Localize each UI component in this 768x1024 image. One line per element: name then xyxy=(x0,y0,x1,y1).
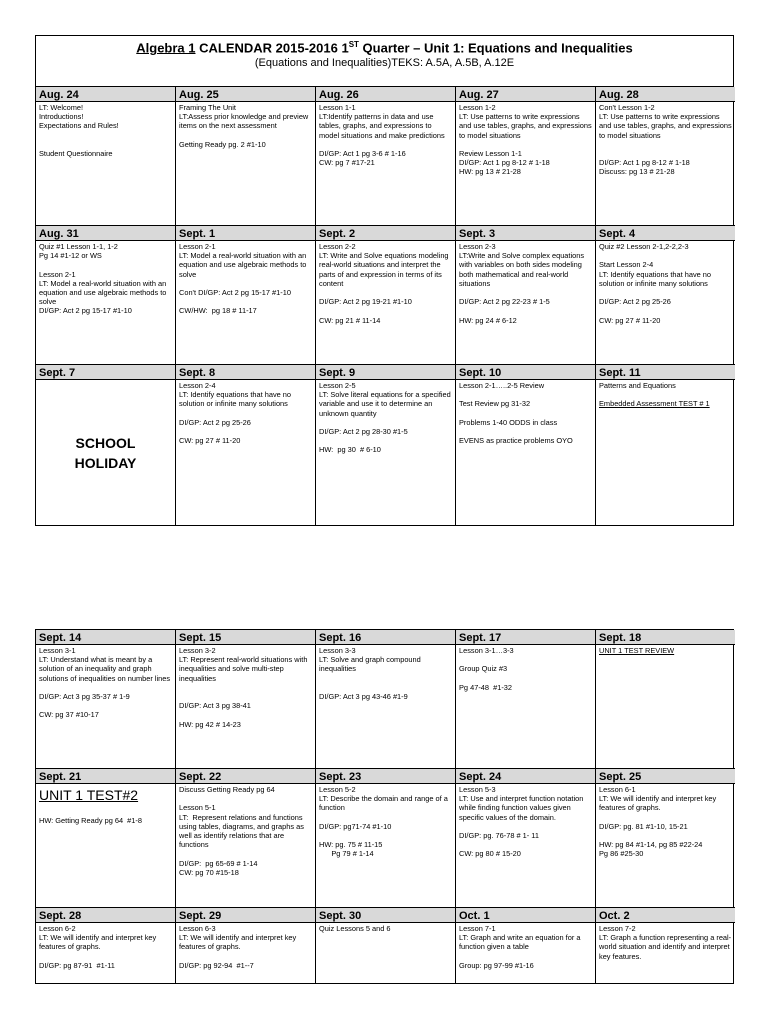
week-header-row xyxy=(36,226,733,241)
day-cell xyxy=(176,923,316,983)
lesson-text: DI/GP: pg. 81 #1-10, 15-21 xyxy=(599,821,688,831)
lesson-text xyxy=(599,831,732,840)
lesson-text xyxy=(319,436,452,445)
lesson-text: Lesson 7-1 xyxy=(459,924,496,933)
day-date: Sept. 11 xyxy=(596,365,735,380)
lesson-text: Con't Lesson 1-2 xyxy=(599,103,655,112)
lesson-text: DI/GP: pg 92-94 #1--7 xyxy=(179,960,254,970)
lesson-text xyxy=(179,131,312,140)
page-title: Algebra 1 CALENDAR 2015-2016 1ST Quarter – Unit 1: Equations and Inequalities xyxy=(136,40,633,56)
lesson-text: HW: Getting Ready pg 64 #1-8 xyxy=(39,816,142,825)
lesson-text xyxy=(179,952,312,961)
lesson-text: Lesson 2-3 xyxy=(459,242,496,251)
day-cell xyxy=(176,241,316,365)
day-date: Sept. 29 xyxy=(176,908,316,923)
week-body-row xyxy=(36,645,733,769)
lesson-text xyxy=(459,840,592,849)
lesson-text: Test Review pg 31-32 xyxy=(459,399,531,409)
lesson-text xyxy=(459,427,592,436)
lesson-text: HW: pg. 75 # 11-15 xyxy=(319,840,383,850)
lesson-text: LT:Identify patterns in data and use tables, graphs, and expressions to model situations and make predictions xyxy=(319,112,445,140)
lesson-text: LT: Graph and write an equation for a function given a table xyxy=(459,933,583,952)
day-cell xyxy=(316,784,456,908)
lesson-text: LT: We will identify and interpret key features of graphs. xyxy=(179,933,299,952)
lesson-text xyxy=(179,849,312,858)
day-date: Sept. 22 xyxy=(176,769,316,784)
lesson-text xyxy=(179,427,312,436)
lesson-text: Lesson 5-2 xyxy=(319,785,356,794)
lesson-text: LT: Solve and graph compound inequalities xyxy=(319,655,423,674)
lesson-text xyxy=(319,306,452,315)
lesson-text: Lesson 6-1 xyxy=(599,785,636,794)
week-header-row xyxy=(36,769,733,784)
lesson-text: Pg 86 #25-30 xyxy=(599,849,644,859)
lesson-text: HW: pg 42 # 14-23 xyxy=(179,719,241,729)
lesson-text: LT: Understand what is meant by a solution of an inequality and graph solutions of inequalities on number lines xyxy=(39,655,171,683)
day-date: Aug. 27 xyxy=(456,87,596,102)
lesson-text: LT: Write and Solve equations modeling real-world situations and interpret the parts of and expression in terms of its content xyxy=(319,251,451,288)
lesson-text: CW: pg 80 # 15-20 xyxy=(459,849,521,859)
lesson-text: DI/GP: Act 1 pg 3-6 # 1-16 xyxy=(319,149,406,158)
calendar-table-2 xyxy=(35,629,734,984)
lesson-text: Lesson 5-3 xyxy=(459,785,496,794)
week-body-row xyxy=(36,380,733,525)
teks-subtitle: (Equations and Inequalities)TEKS: A.5A, A.5B, A.12E xyxy=(254,57,515,70)
lesson-text: CW: pg 27 # 11-20 xyxy=(599,315,661,325)
week-header-row xyxy=(36,908,733,923)
week-body-row xyxy=(36,923,733,983)
lesson-text xyxy=(319,674,452,683)
lesson-text xyxy=(459,822,592,831)
lesson-text: LT:Assess prior knowledge and preview items on the next assessment xyxy=(179,112,311,131)
lesson-text: Lesson 2-1…..2-5 Review xyxy=(459,381,545,390)
day-cell xyxy=(596,380,735,525)
lesson-text: CW: pg 70 #15-18 xyxy=(179,867,239,877)
lesson-text xyxy=(179,710,312,719)
lesson-text: DI/GP: Act 2 pg 25-26 xyxy=(179,417,251,427)
lesson-text xyxy=(599,390,732,399)
lesson-text xyxy=(39,952,172,961)
lesson-text xyxy=(39,140,172,149)
lesson-text: Pg 47-48 #1-32 xyxy=(459,682,513,692)
lesson-text: LT: Use and interpret function notation while finding function values given specific values of the domain. xyxy=(459,794,586,822)
day-date: Aug. 26 xyxy=(316,87,456,102)
week-body-row xyxy=(36,784,733,908)
day-cell xyxy=(36,241,176,365)
lesson-text: Lesson 6-2 xyxy=(39,924,76,933)
lesson-text: CW: pg 21 # 11-14 xyxy=(319,315,381,325)
lesson-text xyxy=(179,683,312,692)
day-cell xyxy=(456,380,596,525)
lesson-text: Lesson 2-1 xyxy=(179,242,216,251)
day-cell xyxy=(36,784,176,908)
lesson-text xyxy=(459,288,592,297)
day-cell xyxy=(36,645,176,769)
lesson-text: LT: Solve literal equations for a specified variable and use it to determine an unknown quantity xyxy=(319,390,453,418)
day-date: Aug. 25 xyxy=(176,87,316,102)
lesson-text: Pg 79 # 1-14 xyxy=(319,849,374,859)
day-date: Sept. 9 xyxy=(316,365,456,380)
lesson-text xyxy=(459,306,592,315)
lesson-text: UNIT 1 TEST REVIEW xyxy=(599,646,675,655)
lesson-text: DI/GP: Act 2 pg 25-26 xyxy=(599,297,671,307)
lesson-text: DI/GP: Act 3 pg 43-46 #1-9 xyxy=(319,691,408,701)
day-date: Aug. 28 xyxy=(596,87,735,102)
day-date: Sept. 1 xyxy=(176,226,316,241)
lesson-text: Lesson 1-1 xyxy=(319,103,356,112)
lesson-text: Group: pg 97-99 #1-16 xyxy=(459,960,534,970)
lesson-text xyxy=(459,674,592,683)
lesson-text: LT: Identify equations that have no solution or infinite many solutions xyxy=(179,390,294,409)
lesson-text xyxy=(179,794,312,803)
lesson-text: Student Questionnaire xyxy=(39,148,113,158)
lesson-text: Lesson 6-3 xyxy=(179,924,216,933)
lesson-text: DI/GP: pg. 76-78 # 1- 11 xyxy=(459,831,539,840)
lesson-text: LT: Use patterns to write expressions and use tables, graphs, and expressions to model situations xyxy=(599,112,734,140)
day-cell xyxy=(316,241,456,365)
lesson-text xyxy=(179,692,312,701)
day-date: Oct. 1 xyxy=(456,908,596,923)
lesson-text: Review Lesson 1-1 xyxy=(459,149,522,158)
day-cell xyxy=(316,923,456,983)
day-cell xyxy=(316,380,456,525)
lesson-text: CW: pg 7 #17-21 xyxy=(319,158,375,168)
day-cell xyxy=(176,380,316,525)
lesson-text: Problems 1-40 ODDS in class xyxy=(459,417,558,427)
lesson-text: DI/GP: Act 1 pg 8-12 # 1-18 xyxy=(599,158,690,168)
day-date: Aug. 31 xyxy=(36,226,176,241)
lesson-text: Con't DI/GP: Act 2 pg 15-17 #1-10 xyxy=(179,288,291,297)
lesson-text: DI/GP: Act 1 pg 8-12 # 1-18 xyxy=(459,158,550,168)
lesson-text: DI/GP: Act 3 pg 38-41 xyxy=(179,701,251,711)
day-date: Sept. 10 xyxy=(456,365,596,380)
lesson-text: HW: pg 13 # 21-28 xyxy=(459,167,521,177)
day-cell xyxy=(596,923,735,983)
day-date: Sept. 30 xyxy=(316,908,456,923)
lesson-text: DI/GP: pg 87-91 #1-11 xyxy=(39,960,115,970)
day-cell xyxy=(596,784,735,908)
calendar-table-1 xyxy=(35,35,734,526)
lesson-text: Lesson 2-4 xyxy=(179,381,216,390)
day-date: Sept. 18 xyxy=(596,630,735,645)
day-date: Sept. 14 xyxy=(36,630,176,645)
lesson-text xyxy=(179,279,312,288)
day-date: Sept. 23 xyxy=(316,769,456,784)
lesson-text: LT: Identify equations that have no solution or infinite many solutions xyxy=(599,269,714,288)
day-cell xyxy=(36,923,176,983)
lesson-text: Lesson 2-5 xyxy=(319,381,356,390)
day-date: Sept. 21 xyxy=(36,769,176,784)
day-date: Sept. 15 xyxy=(176,630,316,645)
day-date: Sept. 17 xyxy=(456,630,596,645)
day-date: Sept. 16 xyxy=(316,630,456,645)
day-date: Sept. 8 xyxy=(176,365,316,380)
lesson-text: Discuss: pg 13 # 21-28 xyxy=(599,167,675,177)
day-cell xyxy=(456,784,596,908)
lesson-text: HW: pg 30 # 6-10 xyxy=(319,445,381,455)
lesson-text: DI/GP: Act 2 pg 19-21 #1-10 xyxy=(319,297,412,307)
lesson-text: CW: pg 37 #10-17 xyxy=(39,710,99,720)
lesson-text xyxy=(319,683,452,692)
holiday-line: SCHOOL xyxy=(75,434,136,451)
lesson-text xyxy=(319,418,452,427)
lesson-text: Discuss Getting Ready pg 64 xyxy=(179,785,275,794)
lesson-text: Pg 14 #1-12 or WS xyxy=(39,251,102,261)
lesson-text: Expectations and Rules! xyxy=(39,121,119,131)
lesson-text: HW: pg 84 #1-14, pg 85 #22-24 xyxy=(599,840,703,850)
lesson-text: Patterns and Equations xyxy=(599,381,676,390)
lesson-text xyxy=(599,306,732,315)
lesson-text: LT: Describe the domain and range of a function xyxy=(319,794,450,813)
lesson-text: Lesson 3-2 xyxy=(179,646,216,655)
week-header-row xyxy=(36,365,733,380)
lesson-text: LT: Represent real-world situations with inequalities and solve multi-step inequalities xyxy=(179,655,310,683)
day-cell xyxy=(596,241,735,365)
day-date: Sept. 28 xyxy=(36,908,176,923)
lesson-text: LT: Represent relations and functions using tables, diagrams, and graphs as well as identify relations that are functions xyxy=(179,812,306,850)
lesson-text: LT: Welcome! xyxy=(39,103,84,112)
lesson-text xyxy=(319,288,452,297)
lesson-text: Framing The Unit xyxy=(179,103,236,112)
lesson-text xyxy=(39,683,172,692)
lesson-text: Lesson 3-3 xyxy=(319,646,356,655)
lesson-text: Lesson 3-1…3-3 xyxy=(459,646,514,655)
lesson-text xyxy=(179,409,312,418)
lesson-text xyxy=(599,288,732,297)
lesson-text: Quiz Lessons 5 and 6 xyxy=(319,924,391,933)
lesson-text: Lesson 2-1 xyxy=(39,269,76,279)
lesson-text: EVENS as practice problems OYO xyxy=(459,436,573,446)
day-date: Sept. 24 xyxy=(456,769,596,784)
week-body-row xyxy=(36,241,733,365)
lesson-text: Quiz #1 Lesson 1-1, 1-2 xyxy=(39,242,118,251)
lesson-text: DI/GP: Act 2 pg 22-23 # 1-5 xyxy=(459,297,550,307)
lesson-text xyxy=(599,251,732,260)
lesson-text: Introductions! xyxy=(39,112,84,122)
school-holiday-label xyxy=(39,381,172,524)
lesson-text: Lesson 3-1 xyxy=(39,646,76,655)
lesson-text: Quiz #2 Lesson 2-1,2-2,2-3 xyxy=(599,242,689,251)
lesson-text xyxy=(179,297,312,306)
lesson-text xyxy=(39,701,172,710)
day-cell xyxy=(176,784,316,908)
day-date: Sept. 4 xyxy=(596,226,735,241)
lesson-text xyxy=(319,813,452,822)
week-header-row xyxy=(36,630,733,645)
lesson-text xyxy=(459,655,592,664)
lesson-text: LT: We will identify and interpret key features of graphs. xyxy=(39,933,159,952)
lesson-text: Lesson 2-2 xyxy=(319,242,356,251)
lesson-text: LT: Use patterns to write expressions and use tables, graphs, and expressions to model situations xyxy=(459,112,594,140)
lesson-text xyxy=(459,390,592,399)
lesson-text xyxy=(319,831,452,840)
lesson-text: Lesson 1-2 xyxy=(459,103,496,112)
lesson-text: DI/GP: Act 2 pg 15-17 #1-10 xyxy=(39,306,132,316)
week-header-row xyxy=(36,87,733,102)
day-cell xyxy=(456,645,596,769)
lesson-text: LT:Write and Solve complex equations with variables on both sides modeling both mathematical and real-world situations xyxy=(459,251,587,288)
test-label: UNIT 1 TEST#2 xyxy=(39,787,139,803)
week-body-row xyxy=(36,102,733,226)
day-date: Sept. 2 xyxy=(316,226,456,241)
day-cell xyxy=(36,102,176,226)
day-cell xyxy=(176,645,316,769)
lesson-text: Start Lesson 2-4 xyxy=(599,260,654,270)
lesson-text: LT: We will identify and interpret key features of graphs. xyxy=(599,794,719,813)
day-date: Oct. 2 xyxy=(596,908,735,923)
lesson-text: Embedded Assessment TEST # 1 xyxy=(599,399,710,409)
lesson-text xyxy=(599,149,732,158)
lesson-text xyxy=(39,131,172,140)
lesson-text: LT: Graph a function representing a real-world situation and identify and interpret key features. xyxy=(599,933,732,961)
lesson-text xyxy=(459,952,592,961)
lesson-text: DI/GP: Act 3 pg 35-37 # 1-9 xyxy=(39,692,130,701)
lesson-text xyxy=(39,260,172,269)
day-cell xyxy=(316,645,456,769)
lesson-text: HW: pg 24 # 6-12 xyxy=(459,315,517,325)
lesson-text: DI/GP: pg 65-69 # 1-14 xyxy=(179,858,258,868)
day-cell xyxy=(456,102,596,226)
day-date: Sept. 7 xyxy=(36,365,176,380)
lesson-text: CW/HW: pg 18 # 11-17 xyxy=(179,306,257,316)
day-cell xyxy=(36,380,176,525)
day-date: Sept. 3 xyxy=(456,226,596,241)
day-date: Sept. 25 xyxy=(596,769,735,784)
lesson-text: Lesson 5-1 xyxy=(179,803,216,813)
lesson-text: CW: pg 27 # 11-20 xyxy=(179,436,241,446)
day-cell xyxy=(596,645,735,769)
lesson-text xyxy=(459,409,592,418)
lesson-text xyxy=(599,140,732,149)
lesson-text xyxy=(319,140,452,149)
calendar-header xyxy=(36,36,733,87)
lesson-text: Lesson 7-2 xyxy=(599,924,636,933)
day-cell xyxy=(316,102,456,226)
day-date: Aug. 24 xyxy=(36,87,176,102)
lesson-text: Getting Ready pg. 2 #1-10 xyxy=(179,139,266,149)
lesson-text: DI/GP: Act 2 pg 28-30 #1-5 xyxy=(319,427,408,436)
day-cell xyxy=(176,102,316,226)
day-cell xyxy=(596,102,735,226)
day-cell xyxy=(456,241,596,365)
lesson-text: LT: Model a real-world situation with an equation and use algebraic methods to solve xyxy=(39,278,169,307)
holiday-line: HOLIDAY xyxy=(74,454,137,471)
day-cell xyxy=(456,923,596,983)
lesson-text: DI/GP: pg71-74 #1-10 xyxy=(319,821,392,831)
lesson-text xyxy=(599,813,732,822)
lesson-text: LT: Model a real-world situation with an equation and use algebraic methods to solve xyxy=(179,251,309,279)
lesson-text: Group Quiz #3 xyxy=(459,664,508,674)
lesson-text xyxy=(459,140,592,149)
